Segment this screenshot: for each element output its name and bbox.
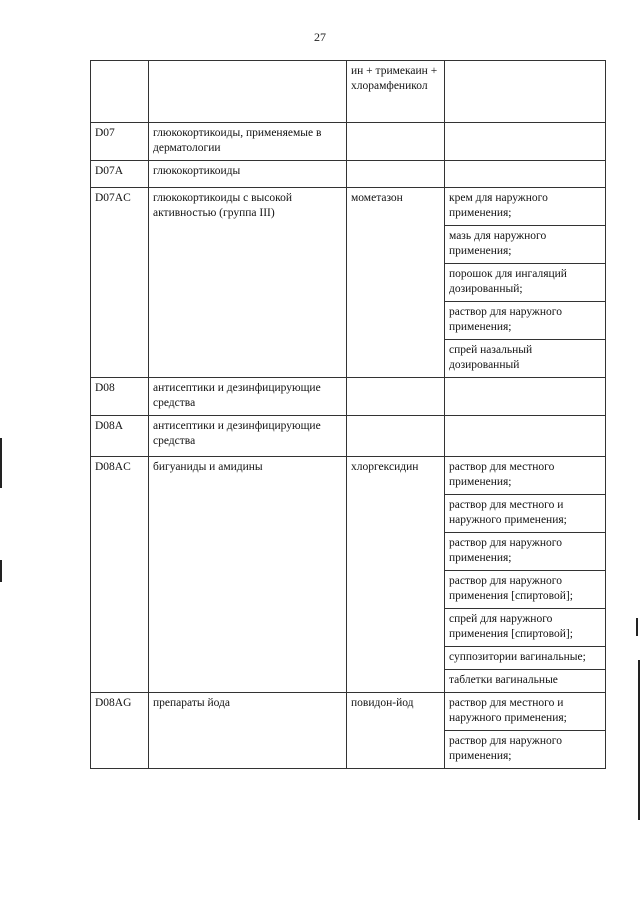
inn-cell: мометазон xyxy=(347,188,445,378)
dosage-forms-list xyxy=(445,457,605,692)
atc-group-cell: препараты йода xyxy=(149,693,347,769)
dosage-form-item: раствор для местного применения; xyxy=(445,457,605,495)
table-row xyxy=(91,61,606,123)
dosage-forms-cell xyxy=(445,188,606,378)
dosage-form-item: суппозитории вагинальные; xyxy=(445,647,605,670)
table-row xyxy=(91,378,606,416)
dosage-forms-cell xyxy=(445,457,606,693)
dosage-forms-cell xyxy=(445,378,606,416)
drug-classification-table xyxy=(90,60,606,769)
table-body xyxy=(91,61,606,769)
atc-group-cell: глюкокортикоиды xyxy=(149,161,347,188)
atc-group-cell: глюкокортикоиды, применяемые в дерматологии xyxy=(149,123,347,161)
dosage-form-item: раствор для местного и наружного применения; xyxy=(445,495,605,533)
dosage-forms-cell xyxy=(445,693,606,769)
scan-artifact-mark xyxy=(636,618,638,636)
atc-code-cell: D08AC xyxy=(91,457,149,693)
table-row xyxy=(91,457,606,693)
table-row xyxy=(91,123,606,161)
page-number: 27 xyxy=(314,30,326,44)
scan-artifact-mark xyxy=(0,560,2,582)
dosage-form-item: порошок для ингаляций дозированный; xyxy=(445,264,605,302)
dosage-forms-list xyxy=(445,188,605,377)
dosage-forms-list xyxy=(445,693,605,768)
dosage-form-item: крем для наружного применения; xyxy=(445,188,605,226)
table-row xyxy=(91,188,606,378)
dosage-form-item: раствор для наружного применения; xyxy=(445,533,605,571)
dosage-forms-cell xyxy=(445,123,606,161)
dosage-form-item: раствор для местного и наружного применения; xyxy=(445,693,605,731)
table-row xyxy=(91,161,606,188)
atc-code-cell: D08AG xyxy=(91,693,149,769)
scan-artifact-mark xyxy=(0,438,2,488)
atc-code-cell xyxy=(91,61,149,123)
inn-cell: повидон-йод xyxy=(347,693,445,769)
inn-cell: ин + тримекаин + хлорамфеникол xyxy=(347,61,445,123)
atc-group-cell: глюкокортикоиды с высокой активностью (группа III) xyxy=(149,188,347,378)
inn-cell xyxy=(347,378,445,416)
dosage-forms-cell xyxy=(445,161,606,188)
atc-group-cell: антисептики и дезинфицирующие средства xyxy=(149,378,347,416)
table-row xyxy=(91,416,606,457)
table-row xyxy=(91,693,606,769)
inn-cell: хлоргексидин xyxy=(347,457,445,693)
dosage-form-item: раствор для наружного применения [спиртовой]; xyxy=(445,571,605,609)
inn-cell xyxy=(347,161,445,188)
dosage-form-item: спрей для наружного применения [спиртовой]; xyxy=(445,609,605,647)
dosage-form-item: мазь для наружного применения; xyxy=(445,226,605,264)
dosage-form-item: спрей назальный дозированный xyxy=(449,344,533,371)
dosage-form-item: раствор для наружного применения; xyxy=(449,735,562,762)
atc-group-cell xyxy=(149,61,347,123)
inn-cell xyxy=(347,123,445,161)
atc-code-cell: D07AC xyxy=(91,188,149,378)
atc-group-cell: антисептики и дезинфицирующие средства xyxy=(149,416,347,457)
inn-cell xyxy=(347,416,445,457)
dosage-forms-cell xyxy=(445,61,606,123)
dosage-form-item: раствор для наружного применения; xyxy=(445,302,605,340)
atc-code-cell: D07A xyxy=(91,161,149,188)
atc-group-cell: бигуаниды и амидины xyxy=(149,457,347,693)
dosage-form-item: таблетки вагинальные xyxy=(449,674,558,686)
dosage-forms-cell xyxy=(445,416,606,457)
atc-code-cell: D07 xyxy=(91,123,149,161)
atc-code-cell: D08 xyxy=(91,378,149,416)
atc-code-cell: D08A xyxy=(91,416,149,457)
